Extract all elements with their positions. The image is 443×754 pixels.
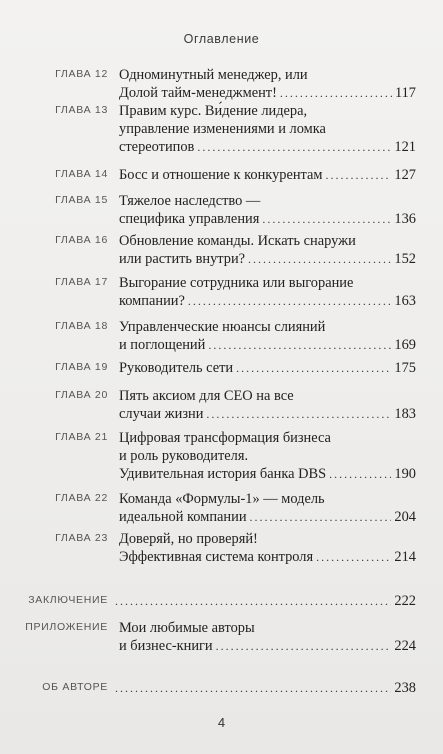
toc-entry-page-number: 238 bbox=[394, 680, 416, 696]
toc-entry-title-line: управление изменениями и ломка bbox=[119, 121, 326, 137]
toc-entry-page-number: 224 bbox=[394, 638, 416, 654]
toc-entry-title-line: Удивительная история банка DBS bbox=[119, 466, 327, 482]
toc-entry-page-number: 163 bbox=[394, 293, 416, 309]
toc-entry-page-number: 222 bbox=[394, 593, 416, 609]
toc-entry-page-number: 169 bbox=[394, 337, 416, 353]
toc-entry-label: ГЛАВА 23 bbox=[55, 532, 108, 544]
toc-entry-title-line: компании? bbox=[119, 293, 185, 309]
toc-entry-page-number: 204 bbox=[394, 509, 416, 525]
toc-entry-label: ГЛАВА 12 bbox=[55, 68, 108, 80]
toc-entry-title bbox=[119, 166, 416, 184]
toc-entry-title-line: Эффективная система контроля bbox=[119, 549, 314, 565]
toc-entry-title bbox=[112, 592, 416, 610]
toc-entry-title bbox=[119, 274, 416, 310]
toc-entry-title-line: Правим курс. Ви́дение лидера, bbox=[119, 103, 308, 119]
toc-entry-label: ПРИЛОЖЕНИЕ bbox=[25, 621, 108, 633]
toc-entry-label: ГЛАВА 17 bbox=[55, 276, 108, 288]
dot-leader bbox=[197, 138, 391, 156]
toc-entry-title-line: идеальной компании bbox=[119, 509, 247, 525]
toc-entry-label: ГЛАВА 16 bbox=[55, 234, 108, 246]
dot-leader bbox=[115, 679, 391, 697]
toc-entry-title-line: Доверяй, но проверяй! bbox=[119, 531, 258, 547]
toc-entry-title bbox=[119, 232, 416, 268]
toc-entry-title bbox=[119, 387, 416, 423]
toc-entry-page-number: 117 bbox=[394, 85, 416, 101]
toc-entry-title-line: Управленческие нюансы слияний bbox=[119, 319, 326, 335]
toc-entry-title bbox=[119, 102, 416, 156]
toc-entry-title-line: Выгорание сотрудника или выгорание bbox=[119, 275, 354, 291]
toc-entry-title bbox=[119, 66, 416, 102]
toc-entry-label: ГЛАВА 13 bbox=[55, 104, 108, 116]
toc-entry-label: ГЛАВА 21 bbox=[55, 431, 108, 443]
dot-leader bbox=[316, 548, 391, 566]
toc-entry-title-line: Тяжелое наследство — bbox=[119, 193, 261, 209]
dot-leader bbox=[280, 84, 392, 102]
toc-entry-title-line: и поглощений bbox=[119, 337, 206, 353]
dot-leader bbox=[262, 210, 391, 228]
toc-entry-label: ГЛАВА 20 bbox=[55, 389, 108, 401]
toc-entry-page-number: 175 bbox=[394, 360, 416, 376]
toc-entry-title-line: Команда «Формулы-1» — модель bbox=[119, 491, 325, 507]
dot-leader bbox=[326, 166, 392, 184]
toc-entry-page-number: 127 bbox=[394, 167, 416, 183]
toc-entry-title bbox=[119, 359, 416, 377]
toc-entry-title-line: Обновление команды. Искать снаружи bbox=[119, 233, 356, 249]
toc-entry-title-line: Пять аксиом для CEO на все bbox=[119, 388, 294, 404]
dot-leader bbox=[216, 637, 392, 655]
toc-entry-label: ОБ АВТОРЕ bbox=[42, 681, 108, 693]
toc-entry-title-line: специфика управления bbox=[119, 211, 260, 227]
toc-entry-page-number: 214 bbox=[394, 549, 416, 565]
toc-entry-title-line: Руководитель сети bbox=[119, 360, 234, 376]
toc-entry-title bbox=[119, 490, 416, 526]
toc-entry-title-line: Босс и отношение к конкурентам bbox=[119, 167, 323, 183]
page-number: 4 bbox=[217, 715, 226, 730]
dot-leader bbox=[188, 292, 392, 310]
toc-entry-title-line: стереотипов bbox=[119, 139, 195, 155]
dot-leader bbox=[250, 508, 392, 526]
toc-entry-label: ЗАКЛЮЧЕНИЕ bbox=[28, 594, 108, 606]
toc-entry-title-line: или растить внутри? bbox=[119, 251, 246, 267]
toc-entry-title bbox=[119, 619, 416, 655]
dot-leader bbox=[236, 359, 391, 377]
dot-leader bbox=[115, 592, 391, 610]
toc-entry-label: ГЛАВА 15 bbox=[55, 194, 108, 206]
toc-entry-title bbox=[119, 318, 416, 354]
dot-leader bbox=[206, 405, 391, 423]
toc-entry-label: ГЛАВА 19 bbox=[55, 361, 108, 373]
toc-entry-title-line: случаи жизни bbox=[119, 406, 204, 422]
toc-entry-title bbox=[112, 679, 416, 697]
toc-entry-label: ГЛАВА 18 bbox=[55, 320, 108, 332]
toc-entry-page-number: 152 bbox=[394, 251, 416, 267]
toc-entry-title-line: Цифровая трансформация бизнеса bbox=[119, 430, 331, 446]
toc-entry-title-line: и бизнес-книги bbox=[119, 638, 213, 654]
toc-entry-title-line: Долой тайм-менеджмент! bbox=[119, 85, 277, 101]
dot-leader bbox=[248, 250, 391, 268]
toc-entry-title-line: Одноминутный менеджер, или bbox=[119, 67, 308, 83]
toc-entry-title bbox=[119, 530, 416, 566]
toc-entry-title bbox=[119, 192, 416, 228]
dot-leader bbox=[329, 465, 391, 483]
toc-entry-page-number: 183 bbox=[394, 406, 416, 422]
toc-entry-label: ГЛАВА 22 bbox=[55, 492, 108, 504]
toc-entry-title-line: Мои любимые авторы bbox=[119, 620, 255, 636]
toc-entry-page-number: 121 bbox=[394, 139, 416, 155]
toc-entry-page-number: 190 bbox=[394, 466, 416, 482]
toc-entry-page-number: 136 bbox=[394, 211, 416, 227]
running-head: Оглавление bbox=[183, 32, 260, 46]
toc-entry-label: ГЛАВА 14 bbox=[55, 168, 108, 180]
dot-leader bbox=[208, 336, 391, 354]
toc-entry-title-line: и роль руководителя. bbox=[119, 448, 249, 464]
toc-entry-title bbox=[119, 429, 416, 483]
